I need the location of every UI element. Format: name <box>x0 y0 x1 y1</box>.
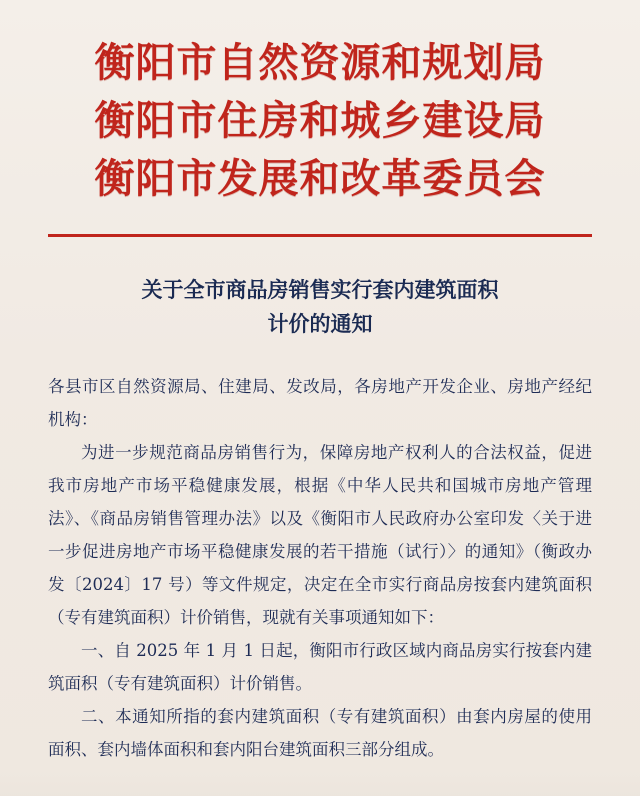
document-body <box>48 370 592 766</box>
paragraph-item-2: 二、本通知所指的套内建筑面积（专有建筑面积）由套内房屋的使用面积、套内墙体面积和套内阳台建筑面积三部分组成。 <box>48 707 592 760</box>
page-bottom-fade <box>0 770 640 796</box>
letterhead-line-1: 衡阳市自然资源和规划局 <box>94 39 546 86</box>
document-title <box>48 273 592 340</box>
letterhead-line-3: 衡阳市发展和改革委员会 <box>94 155 546 202</box>
document-title-line-2: 计价的通知 <box>267 310 373 336</box>
letterhead-divider <box>48 234 592 237</box>
document-title-line-1: 关于全市商品房销售实行套内建筑面积 <box>141 277 499 302</box>
letterhead-line-2: 衡阳市住房和城乡建设局 <box>94 97 546 144</box>
paragraph-addressee: 各县市区自然资源局、住建局、发改局，各房地产开发企业、房地产经纪机构： <box>48 377 592 430</box>
letterhead <box>48 0 592 208</box>
paragraph-item-1: 一、自 2025 年 1 月 1 日起，衡阳市行政区域内商品房实行按套内建筑面积（专有建筑面积）计价销售。 <box>48 641 592 694</box>
paragraph-preamble: 为进一步规范商品房销售行为，保障房地产权利人的合法权益，促进我市房地产市场平稳健康发展，根据《中华人民共和国城市房地产管理法》、《商品房销售管理办法》以及《衡阳市人民政府办公室印发〈关于进一步促进房地产市场平稳健康发展的若干措施（试行）〉的通知》（衡政办发〔2024〕17 号）等文件规定，决定在全市实行商品房按套内建筑面积（专有建筑面积）计价销售，现就有关事项通知如下： <box>48 443 592 628</box>
